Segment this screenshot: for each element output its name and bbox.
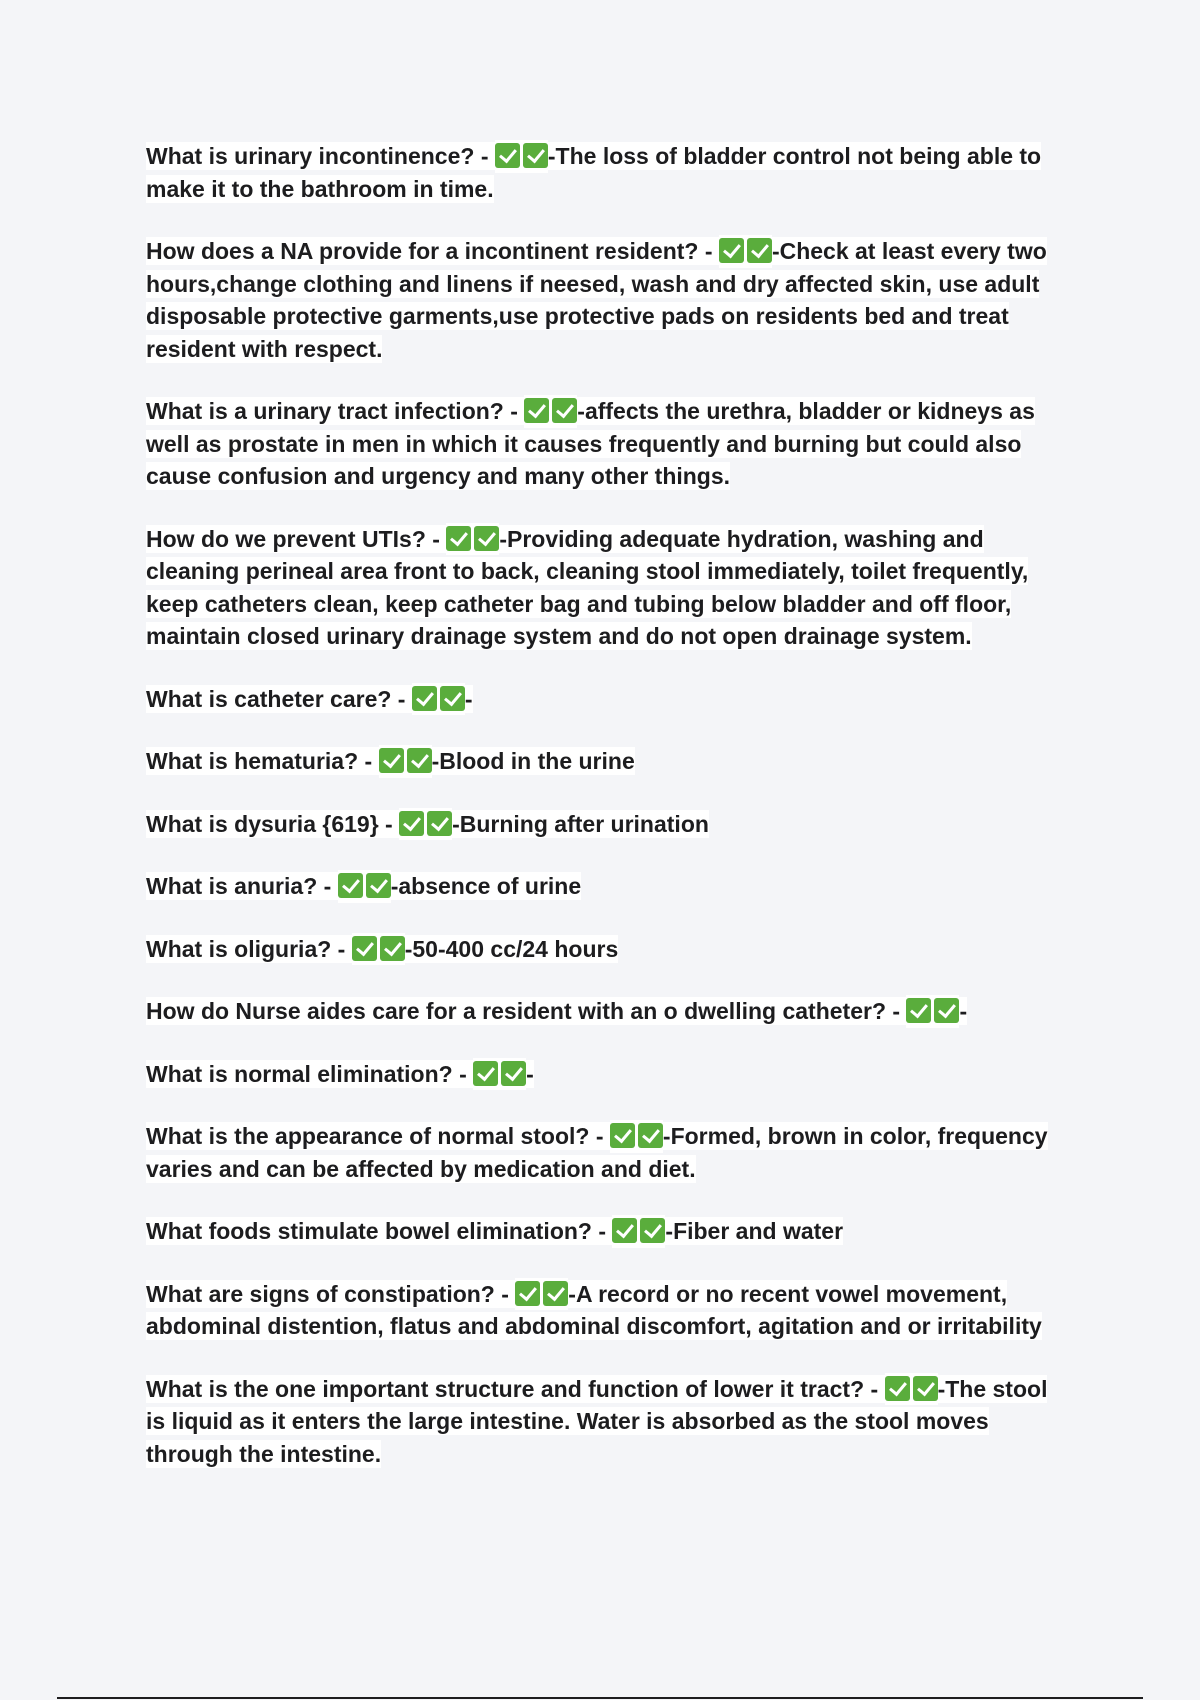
check-mark-icon <box>543 1281 568 1306</box>
answer-text: - <box>464 685 473 712</box>
qa-item <box>146 1278 1066 1343</box>
check-mark-icon <box>747 238 772 263</box>
qa-item <box>146 523 1066 653</box>
check-mark-icon <box>427 811 452 836</box>
answer-marker <box>473 1058 526 1091</box>
check-mark-icon <box>638 1123 663 1148</box>
question-text: What is normal elimination? - <box>146 1060 474 1087</box>
answer-marker <box>495 140 548 173</box>
qa-item <box>146 395 1066 493</box>
question-text: How does a NA provide for a incontinent resident? - <box>146 238 719 264</box>
footer-divider <box>57 1697 1143 1699</box>
qa-item <box>146 808 1066 841</box>
check-mark-icon <box>612 1218 637 1243</box>
check-mark-icon <box>399 811 424 836</box>
answer-text: - <box>526 1060 534 1087</box>
answer-marker <box>612 1215 665 1248</box>
qa-item <box>146 995 1066 1028</box>
answer-text: - <box>959 998 968 1024</box>
check-mark-icon <box>495 143 520 168</box>
check-mark-icon <box>610 1123 635 1148</box>
question-text: What is the appearance of normal stool? - <box>146 1123 610 1149</box>
question-text: What is a urinary tract infection? - <box>146 398 525 424</box>
check-mark-icon <box>523 143 548 168</box>
check-mark-icon <box>440 686 465 711</box>
check-mark-icon <box>366 873 391 898</box>
qa-item <box>146 235 1066 365</box>
check-mark-icon <box>640 1218 665 1243</box>
question-text: What is dysuria {619} - <box>146 810 400 837</box>
check-mark-icon <box>885 1376 910 1401</box>
qa-item <box>146 1373 1066 1471</box>
check-mark-icon <box>379 748 404 773</box>
qa-item <box>146 1120 1066 1185</box>
answer-marker <box>906 995 959 1028</box>
answer-text: -affects the urethra, bladder or kidneys as well as prostate in men in which it causes frequently and burning but could also cause confusion and urgency and many other things. <box>146 398 1035 489</box>
answer-text: -Check at least every two hours,change clothing and linens if neesed, wash and dry affected skin, use adult disposable protective garments,use protective pads on residents bed and treat resident with respect. <box>146 238 1047 362</box>
qa-item <box>146 745 1066 778</box>
answer-text: -The loss of bladder control not being able to make it to the bathroom in time. <box>146 143 1042 202</box>
qa-item <box>146 1215 1066 1248</box>
answer-marker <box>379 745 432 778</box>
question-text: What is anuria? - <box>146 873 338 899</box>
answer-marker <box>719 235 772 268</box>
question-text: What is catheter care? - <box>146 685 412 712</box>
qa-item <box>146 933 1066 966</box>
check-mark-icon <box>934 998 959 1023</box>
check-mark-icon <box>338 873 363 898</box>
question-text: What are signs of constipation? - <box>146 1280 516 1307</box>
answer-marker <box>885 1373 938 1406</box>
question-text: What is oliguria? - <box>146 935 352 962</box>
answer-marker <box>412 683 465 716</box>
check-mark-icon <box>552 398 577 423</box>
qa-item <box>146 683 1066 716</box>
check-mark-icon <box>380 936 405 961</box>
question-text: What is hematuria? - <box>146 748 379 774</box>
check-mark-icon <box>407 748 432 773</box>
check-mark-icon <box>446 526 471 551</box>
answer-text: -absence of urine <box>390 873 582 899</box>
answer-text: -Blood in the urine <box>431 748 635 774</box>
answer-text: -Formed, brown in color, frequency varies and can be affected by medication and diet. <box>146 1123 1048 1182</box>
check-mark-icon <box>913 1376 938 1401</box>
answer-marker <box>338 870 391 903</box>
answer-text: -50-400 cc/24 hours <box>404 935 619 962</box>
answer-marker <box>515 1278 568 1311</box>
qa-item <box>146 140 1066 205</box>
check-mark-icon <box>352 936 377 961</box>
check-mark-icon <box>473 1061 498 1086</box>
check-mark-icon <box>501 1061 526 1086</box>
check-mark-icon <box>524 398 549 423</box>
question-text: What is the one important structure and function of lower it tract? - <box>146 1375 885 1402</box>
check-mark-icon <box>412 686 437 711</box>
answer-text: -Providing adequate hydration, washing and cleaning perineal area front to back, cleaning stool immediately, toilet frequently, keep catheters clean, keep catheter bag and tubing below bladder and off floor, maintain closed urinary drainage system and do not open drainage system. <box>146 525 1029 649</box>
check-mark-icon <box>474 526 499 551</box>
answer-text: -Fiber and water <box>665 1218 844 1244</box>
check-mark-icon <box>719 238 744 263</box>
answer-marker <box>524 395 577 428</box>
qa-item <box>146 870 1066 903</box>
answer-text: -The stool is liquid as it enters the large intestine. Water is absorbed as the stool moves through the intestine. <box>146 1375 1048 1467</box>
question-text: What foods stimulate bowel elimination? - <box>146 1218 613 1244</box>
answer-marker <box>352 933 405 966</box>
check-mark-icon <box>906 998 931 1023</box>
question-text: How do Nurse aides care for a resident with an o dwelling catheter? - <box>146 998 907 1024</box>
question-text: What is urinary incontinence? - <box>146 143 495 169</box>
check-mark-icon <box>515 1281 540 1306</box>
answer-text: -Burning after urination <box>452 810 709 837</box>
answer-marker <box>446 523 499 556</box>
answer-marker <box>610 1120 663 1153</box>
question-text: How do we prevent UTIs? - <box>146 525 447 552</box>
answer-text: -A record or no recent vowel movement, abdominal distention, flatus and abdominal discomfort, agitation and or irritability <box>146 1280 1042 1339</box>
flashcard-list <box>146 140 1066 1500</box>
answer-marker <box>399 808 452 841</box>
qa-item <box>146 1058 1066 1091</box>
